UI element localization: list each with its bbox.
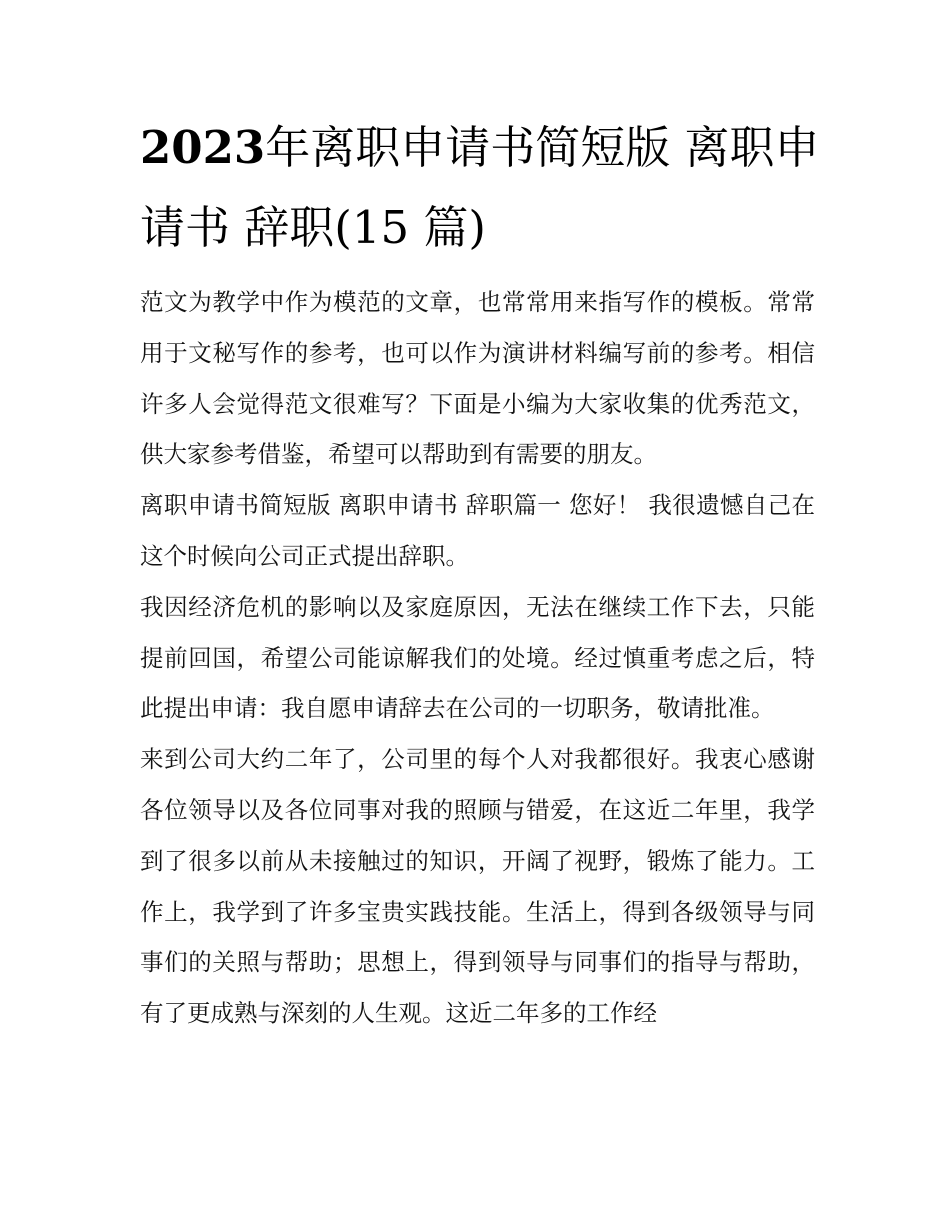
body-paragraph: 来到公司大约二年了，公司里的每个人对我都很好。我衷心感谢各位领导以及各位同事对我的照顾与错爱，在这近二年里，我学到了很多以前从未接触过的知识，开阔了视野，锻炼了能力。工作上，我学到了许多宝贵实践技能。生活上，得到各级领导与同事们的关照与帮助；思想上，得到领导与同事们的指导与帮助，有了更成熟与深刻的人生观。这近二年多的工作经 (140, 745, 815, 1028)
title-year: 2023 (140, 121, 266, 174)
intro-paragraph: 范文为教学中作为模范的文章，也常常用来指写作的模板。常常用于文秘写作的参考，也可以作为演讲材料编写前的参考。相信许多人会觉得范文很难写？下面是小编为大家收集的优秀范文，供大家参考借鉴，希望可以帮助到有需要的朋友。 (140, 288, 815, 469)
body-paragraph: 离职申请书简短版 离职申请书 辞职篇一 您好！ 我很遗憾自己在这个时候向公司正式提出辞职。 (140, 491, 815, 570)
title-text: 年离职申请书简短版 离职申请书 辞职(15 篇) (140, 121, 820, 254)
document-body (140, 277, 815, 1039)
body-paragraph: 我因经济危机的影响以及家庭原因，无法在继续工作下去，只能提前回国，希望公司能谅解我们的处境。经过慎重考虑之后，特此提出申请：我自愿申请辞去在公司的一切职务，敬请批准。 (140, 592, 815, 723)
document-title (140, 108, 820, 268)
